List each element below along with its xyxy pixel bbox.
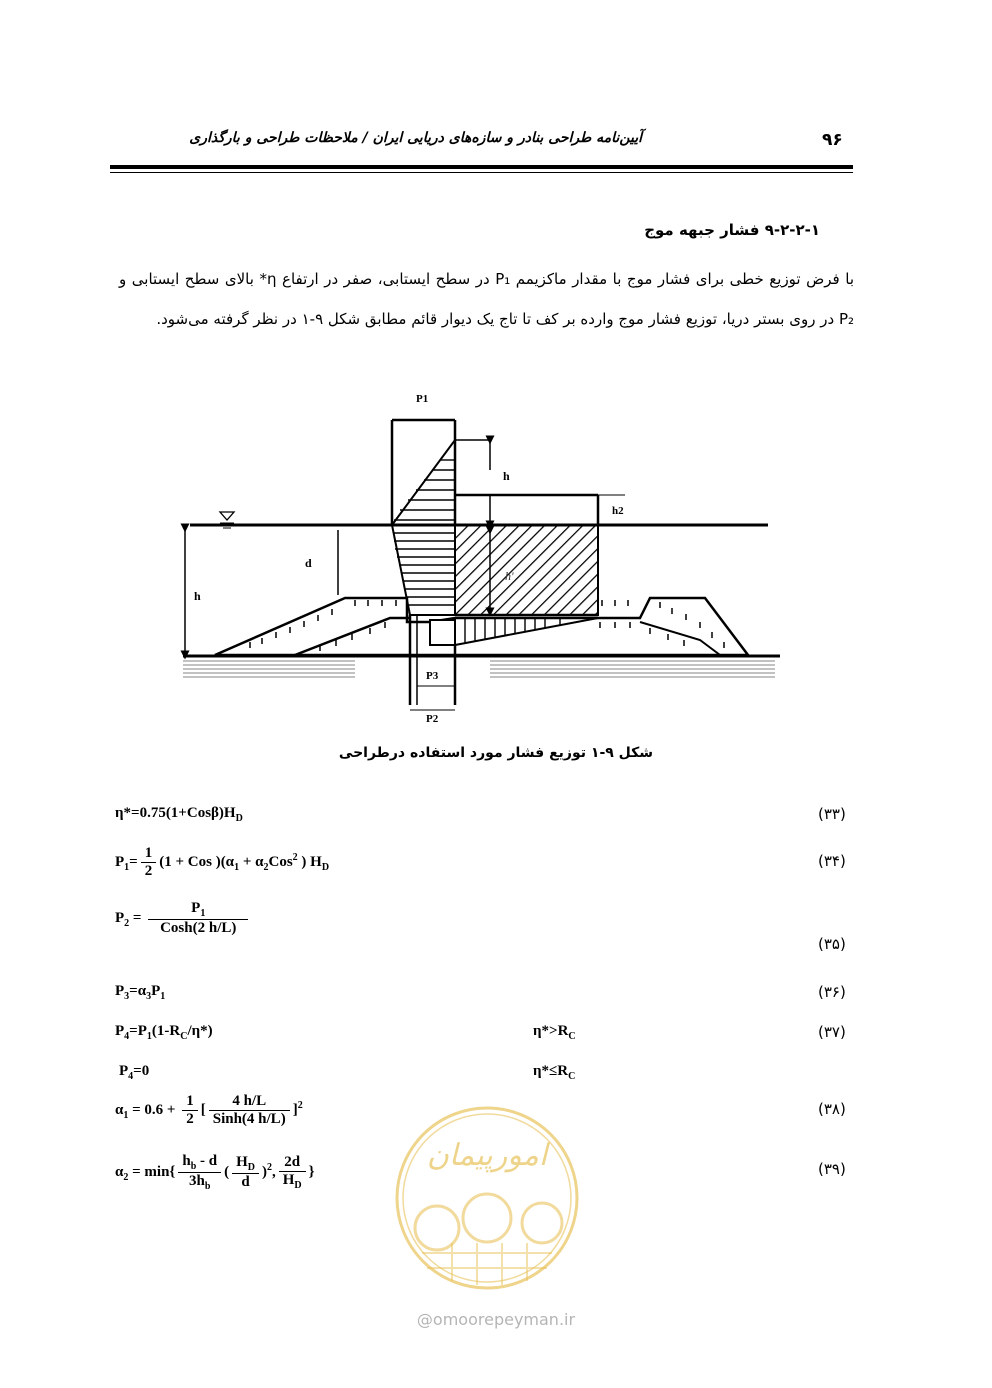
water-level-icon <box>220 512 234 520</box>
equation-34: $P_1=$ $\frac{1}{2}$ (1 + Cos )($\alpha_1 + \alpha_2Cos^2$ ) $H_D$ <box>115 845 330 879</box>
equation-36: $P_3=\alpha_3P_1$ <box>115 983 166 1002</box>
label-d: d <box>305 556 312 570</box>
label-h: h <box>194 589 201 603</box>
section-paragraph: با فرض توزیع خطی برای فشار موج با مقدار ماکزیمم P₁ در سطح ایستابی، صفر در ارتفاع η* بالای سطح ایستابی و P₂ در روی بستر دریا، توزیع فشار موج وارده بر کف تا تاج یک دیوار قائم مطابق شکل ۹-۱ در نظر گرفته می‌شود. <box>119 270 854 328</box>
equation-39: $\alpha_2 = \min${ $\frac{h_b - d}{3h_b}$ ( $\frac{H_D}{d}$ )$^2$, $\frac{2d}{H_D}$ } <box>115 1153 315 1192</box>
equation-number-39: (۳۹) <box>818 1160 846 1178</box>
seabed-right <box>490 658 775 678</box>
caisson-body <box>455 525 598 615</box>
header-rule-thin <box>110 172 853 173</box>
label-h2: h2 <box>612 505 624 517</box>
label-p3: P3 <box>426 670 439 682</box>
equation-37b: $P_4=0$ <box>119 1063 150 1082</box>
equation-number-38: (۳۸) <box>818 1100 846 1118</box>
running-header-title: آیین‌نامه طراحی بنادر و سازه‌های دریایی ایران / ملاحظات طراحی و بارگذاری <box>189 130 642 146</box>
watermark-logo <box>392 1103 582 1293</box>
section-heading: ۹-۲-۲-۱ فشار جبهه موج <box>644 221 820 239</box>
watermark-logo-text: امورپیمان <box>426 1138 548 1173</box>
page-number: ۹۶ <box>822 130 843 150</box>
equation-35: $P_2$ = $\frac{P_1}{\text{Cosh(2 h/L)}}$ <box>115 900 251 937</box>
equation-37: $P_4=P_1(1-R_C/\eta*)$ <box>115 1023 213 1042</box>
equation-33: $\eta*=0.75(1+Cos\beta)H_D$ <box>115 805 243 824</box>
label-h-top: h <box>503 469 510 483</box>
watermark-url: @omoorepeyman.ir <box>416 1310 576 1329</box>
seabed-left <box>183 658 355 678</box>
equation-number-33: (۳۳) <box>818 805 846 823</box>
equation-number-34: (۳۴) <box>818 852 846 870</box>
equation-38: $\alpha_1 = 0.6$ + $\frac{1}{2}$ [ $\frac{4 h/L}{\text{Sinh(4 h/L)}}$ ]$^2$ <box>115 1093 303 1127</box>
equation-37-condition: $\eta*>R_C$ <box>533 1023 576 1042</box>
pressure-trapezoid <box>392 525 455 615</box>
label-p1: P1 <box>416 393 429 405</box>
label-h-prime: h' <box>505 569 514 583</box>
header-rule-thick <box>110 165 853 169</box>
pressure-triangle-top <box>392 440 455 525</box>
equation-number-37: (۳۷) <box>818 1023 846 1041</box>
pressure-distribution-figure <box>180 390 780 725</box>
equation-37b-condition: $\eta*\le R_C$ <box>533 1063 576 1082</box>
label-p2: P2 <box>426 713 439 725</box>
uplift-pressure-triangle <box>455 618 598 645</box>
equation-number-35: (۳۵) <box>818 935 846 953</box>
figure-caption: شکل ۹-۱ توزیع فشار مورد استفاده درطراحی <box>338 745 654 761</box>
equation-number-36: (۳۶) <box>818 983 846 1001</box>
